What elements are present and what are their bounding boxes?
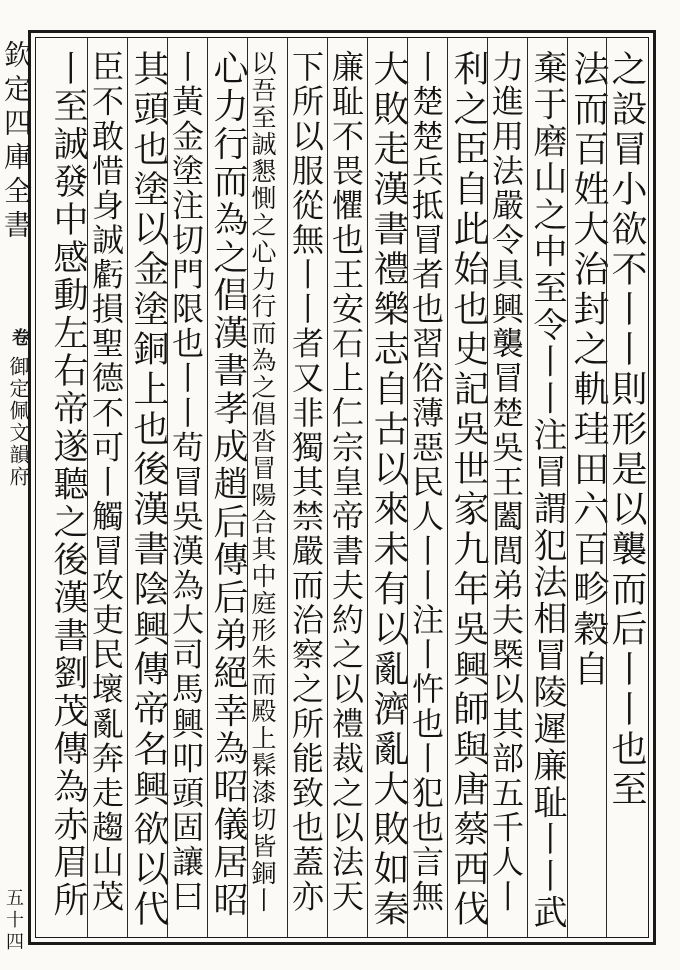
column-rule bbox=[367, 38, 368, 937]
text-column-12: 丨黃金塗注切門限也丨丨苟冒吳漢為大司馬興叩頭固讓曰 bbox=[167, 50, 205, 914]
text-column-7: 大敗走漢書禮樂志自古以來未有以亂濟亂大敗如秦 bbox=[368, 50, 409, 930]
text-column-2: 法而百姓大治封之軌珪田六百畛穀自 bbox=[568, 50, 609, 690]
page-number: 五十四 bbox=[3, 888, 24, 954]
column-rule bbox=[527, 38, 528, 937]
column-rule bbox=[327, 38, 328, 937]
column-rule bbox=[606, 38, 607, 937]
text-column-15: 丨至誠發中感動左右帝遂聽之後漢書劉茂傳為赤眉所 bbox=[48, 50, 88, 920]
text-column-11: 心力行而為之倡漢書孝成趙后傳后弟絕幸為昭儀居昭 bbox=[208, 50, 248, 920]
column-rule bbox=[407, 38, 408, 937]
book-subtitle: 御定佩文韻府 bbox=[6, 356, 30, 488]
book-title: 欽定四庫全書 bbox=[0, 40, 33, 244]
text-column-14: 臣不敢惜身誠虧損聖德不可丨觸冒攻吏民壞亂奔走趨山茂 bbox=[87, 50, 125, 914]
column-rule bbox=[207, 38, 208, 937]
text-column-8: 廉耻不畏懼也王安石上仁宗皇帝書夫約之以禮裁之以法天 bbox=[327, 50, 365, 914]
text-column-6: 丨楚楚兵抵冒者也習俗薄惡民人丨丨注丨忤也丨犯也言無 bbox=[407, 50, 445, 914]
text-column-3: 棄于磨山之中至令丨丨注冒謂犯法相冒陵遲廉耻丨丨武 bbox=[527, 50, 567, 932]
column-rule bbox=[247, 38, 248, 937]
column-rule bbox=[287, 38, 288, 937]
column-rule bbox=[567, 38, 568, 937]
column-rule bbox=[167, 38, 168, 937]
column-rule bbox=[447, 38, 448, 937]
section-mark: 卷 bbox=[9, 328, 30, 350]
column-rule bbox=[87, 38, 88, 937]
text-column-5: 利之臣自此始也史記吳世家九年吳興師與唐蔡西伐 bbox=[448, 50, 489, 930]
text-column-4: 力進用法嚴令具興襲冒楚吳王闔閭弟夫槩以其部五千人丨 bbox=[487, 50, 525, 914]
text-column-13: 其頭也塗以金塗銅上也後漢書陰興傳帝名興欲以代 bbox=[128, 50, 169, 930]
text-column-10: 以吾至誠懇惻之心力行而為之倡沓冒陽合其中庭形朱而殿上髹漆切皆銅丨 bbox=[248, 50, 277, 914]
text-column-9: 下所以服從無丨丨者又非獨其禁嚴而治察之所能致也蓋亦 bbox=[287, 50, 325, 914]
text-column-1: 之設冒小欲不丨丨則形是以襲而后丨丨也至 bbox=[606, 50, 647, 810]
column-rule bbox=[487, 38, 488, 937]
column-rule bbox=[127, 38, 128, 937]
